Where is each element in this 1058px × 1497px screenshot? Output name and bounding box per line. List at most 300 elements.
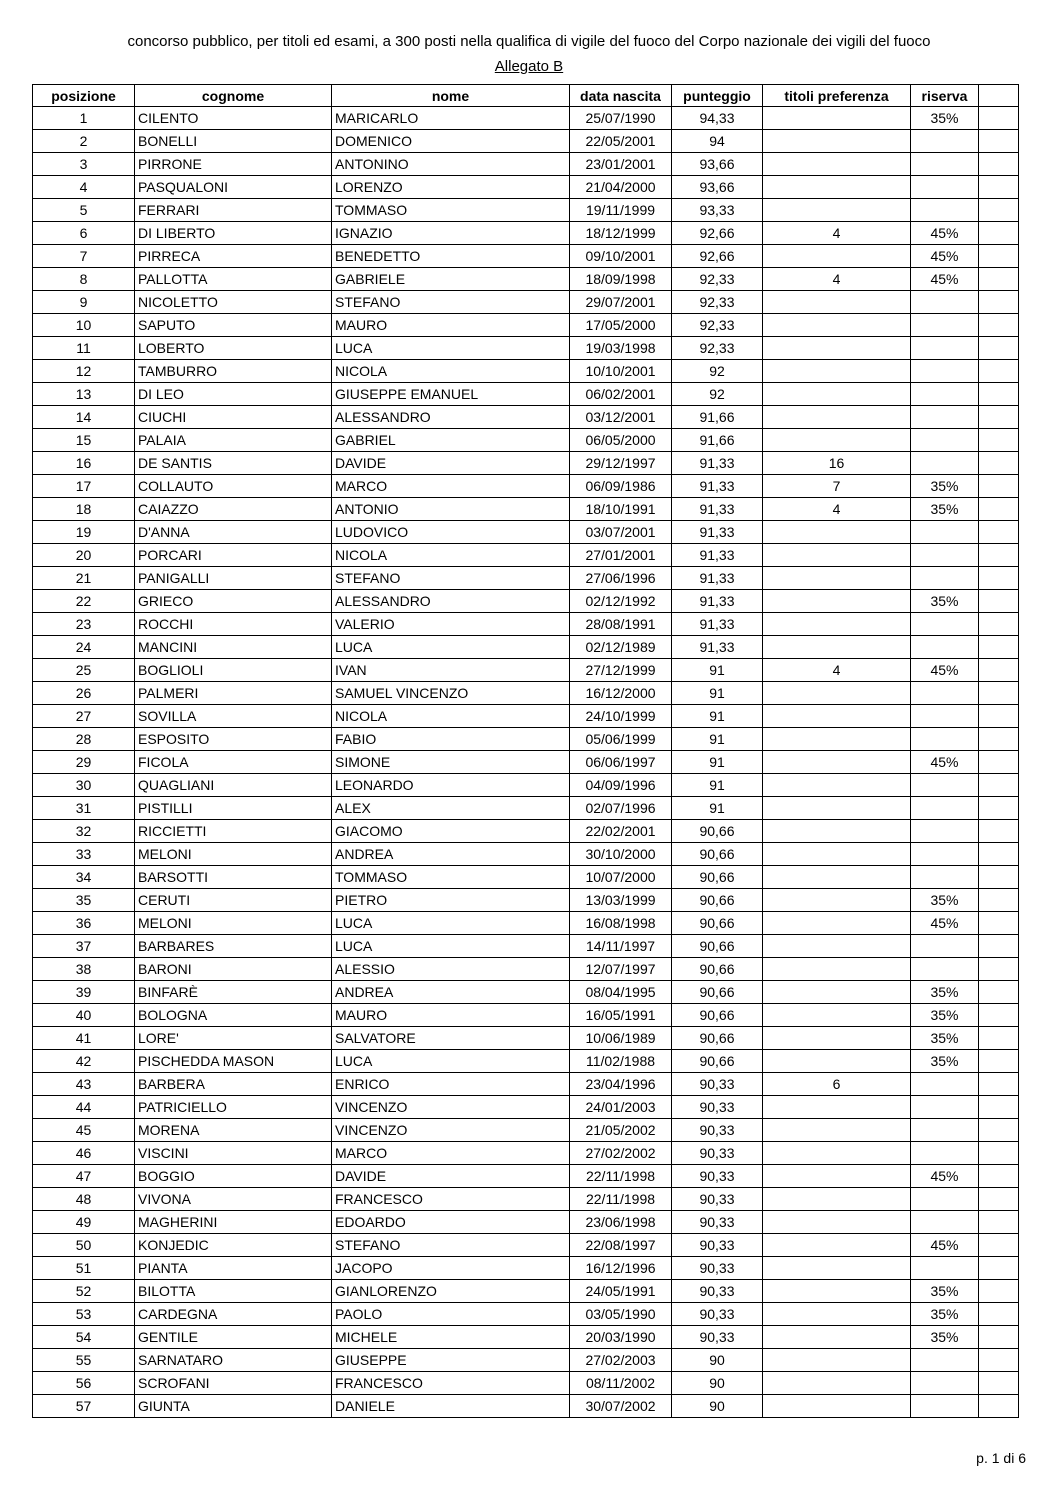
cell-extra bbox=[979, 107, 1019, 130]
cell-extra bbox=[979, 1050, 1019, 1073]
cell-riserva bbox=[911, 360, 979, 383]
cell-posizione: 6 bbox=[33, 222, 135, 245]
cell-punteggio: 90,33 bbox=[672, 1119, 763, 1142]
cell-titoli-preferenza bbox=[763, 567, 911, 590]
cell-titoli-preferenza bbox=[763, 705, 911, 728]
cell-extra bbox=[979, 544, 1019, 567]
table-row bbox=[33, 406, 1019, 429]
header-cognome: cognome bbox=[135, 85, 332, 107]
cell-nome: ALESSANDRO bbox=[332, 590, 570, 613]
cell-posizione: 53 bbox=[33, 1303, 135, 1326]
cell-cognome: BARONI bbox=[135, 958, 332, 981]
cell-nome: DAVIDE bbox=[332, 1165, 570, 1188]
cell-nome: ANTONIO bbox=[332, 498, 570, 521]
cell-titoli-preferenza bbox=[763, 314, 911, 337]
cell-extra bbox=[979, 1372, 1019, 1395]
table-row bbox=[33, 1372, 1019, 1395]
cell-punteggio: 90,66 bbox=[672, 889, 763, 912]
cell-titoli-preferenza bbox=[763, 958, 911, 981]
cell-posizione: 50 bbox=[33, 1234, 135, 1257]
cell-punteggio: 90,33 bbox=[672, 1188, 763, 1211]
cell-nome: SALVATORE bbox=[332, 1027, 570, 1050]
ranking-table bbox=[32, 84, 1019, 1418]
cell-cognome: RICCIETTI bbox=[135, 820, 332, 843]
cell-cognome: SCROFANI bbox=[135, 1372, 332, 1395]
cell-data-nascita: 27/01/2001 bbox=[570, 544, 672, 567]
cell-nome: DAVIDE bbox=[332, 452, 570, 475]
header-data-nascita: data nascita bbox=[570, 85, 672, 107]
cell-riserva bbox=[911, 797, 979, 820]
table-row bbox=[33, 981, 1019, 1004]
cell-extra bbox=[979, 843, 1019, 866]
cell-riserva bbox=[911, 843, 979, 866]
cell-extra bbox=[979, 590, 1019, 613]
cell-cognome: CARDEGNA bbox=[135, 1303, 332, 1326]
cell-cognome: PISCHEDDA MASON bbox=[135, 1050, 332, 1073]
cell-riserva: 35% bbox=[911, 1280, 979, 1303]
cell-cognome: MANCINI bbox=[135, 636, 332, 659]
cell-riserva: 45% bbox=[911, 751, 979, 774]
table-row bbox=[33, 1004, 1019, 1027]
header-posizione: posizione bbox=[33, 85, 135, 107]
cell-riserva bbox=[911, 820, 979, 843]
cell-data-nascita: 28/08/1991 bbox=[570, 613, 672, 636]
cell-punteggio: 90,66 bbox=[672, 935, 763, 958]
cell-nome: LORENZO bbox=[332, 176, 570, 199]
cell-extra bbox=[979, 751, 1019, 774]
cell-extra bbox=[979, 981, 1019, 1004]
table-row bbox=[33, 337, 1019, 360]
cell-nome: LUCA bbox=[332, 636, 570, 659]
cell-titoli-preferenza bbox=[763, 1280, 911, 1303]
cell-extra bbox=[979, 659, 1019, 682]
cell-data-nascita: 27/02/2003 bbox=[570, 1349, 672, 1372]
cell-cognome: PALAIA bbox=[135, 429, 332, 452]
cell-titoli-preferenza bbox=[763, 383, 911, 406]
cell-data-nascita: 19/03/1998 bbox=[570, 337, 672, 360]
cell-riserva bbox=[911, 958, 979, 981]
table-row bbox=[33, 521, 1019, 544]
cell-posizione: 26 bbox=[33, 682, 135, 705]
cell-punteggio: 91 bbox=[672, 774, 763, 797]
cell-cognome: BONELLI bbox=[135, 130, 332, 153]
cell-riserva bbox=[911, 1073, 979, 1096]
cell-titoli-preferenza bbox=[763, 981, 911, 1004]
cell-riserva bbox=[911, 199, 979, 222]
cell-cognome: PIRRONE bbox=[135, 153, 332, 176]
table-body bbox=[33, 107, 1019, 1418]
cell-data-nascita: 06/06/1997 bbox=[570, 751, 672, 774]
cell-cognome: PIANTA bbox=[135, 1257, 332, 1280]
cell-cognome: KONJEDIC bbox=[135, 1234, 332, 1257]
cell-riserva: 45% bbox=[911, 222, 979, 245]
cell-nome: GABRIELE bbox=[332, 268, 570, 291]
cell-cognome: BINFARÈ bbox=[135, 981, 332, 1004]
cell-riserva bbox=[911, 291, 979, 314]
table-row bbox=[33, 659, 1019, 682]
cell-nome: GIUSEPPE bbox=[332, 1349, 570, 1372]
cell-punteggio: 91,33 bbox=[672, 475, 763, 498]
cell-punteggio: 93,66 bbox=[672, 153, 763, 176]
cell-data-nascita: 06/02/2001 bbox=[570, 383, 672, 406]
cell-posizione: 52 bbox=[33, 1280, 135, 1303]
cell-nome: LEONARDO bbox=[332, 774, 570, 797]
cell-punteggio: 94 bbox=[672, 130, 763, 153]
cell-nome: GABRIEL bbox=[332, 429, 570, 452]
cell-riserva: 45% bbox=[911, 245, 979, 268]
cell-data-nascita: 20/03/1990 bbox=[570, 1326, 672, 1349]
cell-posizione: 51 bbox=[33, 1257, 135, 1280]
cell-extra bbox=[979, 521, 1019, 544]
cell-data-nascita: 17/05/2000 bbox=[570, 314, 672, 337]
cell-extra bbox=[979, 1211, 1019, 1234]
cell-riserva bbox=[911, 314, 979, 337]
cell-titoli-preferenza bbox=[763, 1326, 911, 1349]
cell-punteggio: 90,33 bbox=[672, 1211, 763, 1234]
cell-posizione: 30 bbox=[33, 774, 135, 797]
cell-titoli-preferenza bbox=[763, 797, 911, 820]
cell-posizione: 16 bbox=[33, 452, 135, 475]
cell-cognome: SOVILLA bbox=[135, 705, 332, 728]
table-row bbox=[33, 958, 1019, 981]
cell-punteggio: 92 bbox=[672, 360, 763, 383]
cell-titoli-preferenza: 6 bbox=[763, 1073, 911, 1096]
cell-extra bbox=[979, 682, 1019, 705]
cell-data-nascita: 18/10/1991 bbox=[570, 498, 672, 521]
cell-titoli-preferenza bbox=[763, 1004, 911, 1027]
cell-nome: ALEX bbox=[332, 797, 570, 820]
cell-extra bbox=[979, 130, 1019, 153]
cell-nome: MARCO bbox=[332, 475, 570, 498]
cell-nome: NICOLA bbox=[332, 360, 570, 383]
cell-nome: IVAN bbox=[332, 659, 570, 682]
cell-titoli-preferenza bbox=[763, 107, 911, 130]
cell-titoli-preferenza bbox=[763, 866, 911, 889]
cell-punteggio: 91 bbox=[672, 751, 763, 774]
cell-posizione: 10 bbox=[33, 314, 135, 337]
cell-nome: GIUSEPPE EMANUEL bbox=[332, 383, 570, 406]
table-row bbox=[33, 1142, 1019, 1165]
table-row bbox=[33, 1395, 1019, 1418]
cell-nome: VINCENZO bbox=[332, 1096, 570, 1119]
cell-posizione: 12 bbox=[33, 360, 135, 383]
cell-posizione: 55 bbox=[33, 1349, 135, 1372]
cell-titoli-preferenza bbox=[763, 636, 911, 659]
cell-cognome: VISCINI bbox=[135, 1142, 332, 1165]
table-row bbox=[33, 866, 1019, 889]
cell-data-nascita: 16/12/1996 bbox=[570, 1257, 672, 1280]
cell-posizione: 44 bbox=[33, 1096, 135, 1119]
cell-nome: ENRICO bbox=[332, 1073, 570, 1096]
cell-data-nascita: 22/08/1997 bbox=[570, 1234, 672, 1257]
table-row bbox=[33, 751, 1019, 774]
cell-riserva bbox=[911, 153, 979, 176]
cell-posizione: 33 bbox=[33, 843, 135, 866]
cell-riserva bbox=[911, 337, 979, 360]
cell-riserva bbox=[911, 705, 979, 728]
cell-cognome: SAPUTO bbox=[135, 314, 332, 337]
cell-extra bbox=[979, 1142, 1019, 1165]
table-row bbox=[33, 1326, 1019, 1349]
cell-riserva bbox=[911, 544, 979, 567]
cell-nome: ANDREA bbox=[332, 981, 570, 1004]
cell-punteggio: 91,66 bbox=[672, 429, 763, 452]
cell-extra bbox=[979, 314, 1019, 337]
cell-riserva bbox=[911, 176, 979, 199]
cell-extra bbox=[979, 1395, 1019, 1418]
cell-nome: LUCA bbox=[332, 1050, 570, 1073]
cell-cognome: ROCCHI bbox=[135, 613, 332, 636]
cell-data-nascita: 06/09/1986 bbox=[570, 475, 672, 498]
cell-extra bbox=[979, 429, 1019, 452]
cell-nome: ALESSANDRO bbox=[332, 406, 570, 429]
cell-punteggio: 90,66 bbox=[672, 866, 763, 889]
cell-riserva: 35% bbox=[911, 590, 979, 613]
cell-punteggio: 90,66 bbox=[672, 820, 763, 843]
table-row bbox=[33, 590, 1019, 613]
cell-nome: PAOLO bbox=[332, 1303, 570, 1326]
cell-data-nascita: 30/07/2002 bbox=[570, 1395, 672, 1418]
table-row bbox=[33, 1073, 1019, 1096]
cell-extra bbox=[979, 567, 1019, 590]
cell-punteggio: 91,33 bbox=[672, 498, 763, 521]
cell-cognome: PALMERI bbox=[135, 682, 332, 705]
cell-punteggio: 91,33 bbox=[672, 544, 763, 567]
cell-extra bbox=[979, 268, 1019, 291]
cell-data-nascita: 02/12/1992 bbox=[570, 590, 672, 613]
table-row bbox=[33, 176, 1019, 199]
cell-titoli-preferenza bbox=[763, 889, 911, 912]
cell-cognome: PASQUALONI bbox=[135, 176, 332, 199]
cell-extra bbox=[979, 797, 1019, 820]
cell-data-nascita: 23/06/1998 bbox=[570, 1211, 672, 1234]
table-row bbox=[33, 1303, 1019, 1326]
cell-nome: LUCA bbox=[332, 935, 570, 958]
cell-posizione: 42 bbox=[33, 1050, 135, 1073]
cell-data-nascita: 24/10/1999 bbox=[570, 705, 672, 728]
cell-riserva bbox=[911, 406, 979, 429]
cell-cognome: GRIECO bbox=[135, 590, 332, 613]
cell-posizione: 35 bbox=[33, 889, 135, 912]
cell-titoli-preferenza bbox=[763, 1165, 911, 1188]
cell-posizione: 19 bbox=[33, 521, 135, 544]
table-row bbox=[33, 498, 1019, 521]
table-row bbox=[33, 245, 1019, 268]
cell-titoli-preferenza bbox=[763, 1395, 911, 1418]
cell-titoli-preferenza bbox=[763, 843, 911, 866]
cell-nome: MARCO bbox=[332, 1142, 570, 1165]
cell-posizione: 49 bbox=[33, 1211, 135, 1234]
cell-data-nascita: 19/11/1999 bbox=[570, 199, 672, 222]
cell-posizione: 20 bbox=[33, 544, 135, 567]
cell-extra bbox=[979, 958, 1019, 981]
header-extra bbox=[979, 85, 1019, 107]
cell-extra bbox=[979, 222, 1019, 245]
cell-data-nascita: 06/05/2000 bbox=[570, 429, 672, 452]
cell-riserva bbox=[911, 682, 979, 705]
cell-titoli-preferenza bbox=[763, 1257, 911, 1280]
cell-extra bbox=[979, 774, 1019, 797]
cell-extra bbox=[979, 1188, 1019, 1211]
cell-posizione: 24 bbox=[33, 636, 135, 659]
header-titoli-preferenza: titoli preferenza bbox=[763, 85, 911, 107]
cell-nome: STEFANO bbox=[332, 291, 570, 314]
page-number: p. 1 di 6 bbox=[976, 1450, 1026, 1466]
cell-cognome: CILENTO bbox=[135, 107, 332, 130]
cell-data-nascita: 02/12/1989 bbox=[570, 636, 672, 659]
cell-extra bbox=[979, 912, 1019, 935]
cell-posizione: 48 bbox=[33, 1188, 135, 1211]
cell-titoli-preferenza bbox=[763, 291, 911, 314]
cell-titoli-preferenza bbox=[763, 1372, 911, 1395]
table-row bbox=[33, 544, 1019, 567]
cell-nome: NICOLA bbox=[332, 705, 570, 728]
cell-extra bbox=[979, 1280, 1019, 1303]
cell-titoli-preferenza: 4 bbox=[763, 268, 911, 291]
cell-cognome: BOGLIOLI bbox=[135, 659, 332, 682]
cell-posizione: 17 bbox=[33, 475, 135, 498]
cell-cognome: PIRRECA bbox=[135, 245, 332, 268]
cell-posizione: 15 bbox=[33, 429, 135, 452]
cell-posizione: 40 bbox=[33, 1004, 135, 1027]
cell-nome: VINCENZO bbox=[332, 1119, 570, 1142]
cell-posizione: 47 bbox=[33, 1165, 135, 1188]
cell-nome: STEFANO bbox=[332, 1234, 570, 1257]
cell-cognome: MELONI bbox=[135, 912, 332, 935]
cell-titoli-preferenza bbox=[763, 728, 911, 751]
cell-data-nascita: 18/12/1999 bbox=[570, 222, 672, 245]
cell-riserva bbox=[911, 774, 979, 797]
cell-riserva: 45% bbox=[911, 659, 979, 682]
cell-extra bbox=[979, 1119, 1019, 1142]
cell-data-nascita: 23/04/1996 bbox=[570, 1073, 672, 1096]
cell-punteggio: 91,33 bbox=[672, 567, 763, 590]
cell-riserva: 35% bbox=[911, 1004, 979, 1027]
cell-riserva: 35% bbox=[911, 889, 979, 912]
cell-punteggio: 92,33 bbox=[672, 314, 763, 337]
cell-data-nascita: 14/11/1997 bbox=[570, 935, 672, 958]
cell-nome: ALESSIO bbox=[332, 958, 570, 981]
cell-punteggio: 90 bbox=[672, 1372, 763, 1395]
cell-posizione: 56 bbox=[33, 1372, 135, 1395]
table-row bbox=[33, 107, 1019, 130]
table-row bbox=[33, 1027, 1019, 1050]
cell-extra bbox=[979, 1165, 1019, 1188]
cell-cognome: CERUTI bbox=[135, 889, 332, 912]
cell-data-nascita: 24/05/1991 bbox=[570, 1280, 672, 1303]
cell-riserva bbox=[911, 1096, 979, 1119]
cell-data-nascita: 12/07/1997 bbox=[570, 958, 672, 981]
cell-extra bbox=[979, 475, 1019, 498]
cell-riserva bbox=[911, 1395, 979, 1418]
cell-titoli-preferenza bbox=[763, 1211, 911, 1234]
cell-punteggio: 90,33 bbox=[672, 1142, 763, 1165]
cell-nome: SAMUEL VINCENZO bbox=[332, 682, 570, 705]
cell-riserva bbox=[911, 130, 979, 153]
cell-titoli-preferenza bbox=[763, 682, 911, 705]
cell-punteggio: 91,33 bbox=[672, 613, 763, 636]
cell-data-nascita: 22/05/2001 bbox=[570, 130, 672, 153]
cell-riserva bbox=[911, 613, 979, 636]
cell-posizione: 37 bbox=[33, 935, 135, 958]
cell-cognome: MORENA bbox=[135, 1119, 332, 1142]
cell-titoli-preferenza bbox=[763, 360, 911, 383]
cell-cognome: FICOLA bbox=[135, 751, 332, 774]
cell-titoli-preferenza bbox=[763, 751, 911, 774]
cell-punteggio: 90,33 bbox=[672, 1303, 763, 1326]
cell-posizione: 54 bbox=[33, 1326, 135, 1349]
cell-extra bbox=[979, 866, 1019, 889]
table-row bbox=[33, 1349, 1019, 1372]
cell-punteggio: 94,33 bbox=[672, 107, 763, 130]
cell-data-nascita: 22/11/1998 bbox=[570, 1188, 672, 1211]
cell-riserva bbox=[911, 383, 979, 406]
cell-cognome: CAIAZZO bbox=[135, 498, 332, 521]
cell-nome: FRANCESCO bbox=[332, 1372, 570, 1395]
table-row bbox=[33, 889, 1019, 912]
cell-riserva bbox=[911, 452, 979, 475]
cell-punteggio: 92,33 bbox=[672, 268, 763, 291]
table-row bbox=[33, 1165, 1019, 1188]
cell-nome: BENEDETTO bbox=[332, 245, 570, 268]
cell-punteggio: 91 bbox=[672, 705, 763, 728]
cell-punteggio: 93,33 bbox=[672, 199, 763, 222]
cell-posizione: 3 bbox=[33, 153, 135, 176]
cell-nome: NICOLA bbox=[332, 544, 570, 567]
cell-punteggio: 90,66 bbox=[672, 1050, 763, 1073]
cell-titoli-preferenza bbox=[763, 429, 911, 452]
cell-titoli-preferenza bbox=[763, 199, 911, 222]
cell-riserva: 45% bbox=[911, 268, 979, 291]
cell-nome: JACOPO bbox=[332, 1257, 570, 1280]
table-row bbox=[33, 222, 1019, 245]
cell-punteggio: 90,33 bbox=[672, 1234, 763, 1257]
cell-posizione: 8 bbox=[33, 268, 135, 291]
cell-cognome: BOLOGNA bbox=[135, 1004, 332, 1027]
cell-posizione: 46 bbox=[33, 1142, 135, 1165]
cell-cognome: BARSOTTI bbox=[135, 866, 332, 889]
cell-punteggio: 90,66 bbox=[672, 912, 763, 935]
cell-punteggio: 91 bbox=[672, 728, 763, 751]
cell-cognome: PISTILLI bbox=[135, 797, 332, 820]
cell-posizione: 18 bbox=[33, 498, 135, 521]
table-row bbox=[33, 1211, 1019, 1234]
cell-cognome: MAGHERINI bbox=[135, 1211, 332, 1234]
cell-data-nascita: 03/07/2001 bbox=[570, 521, 672, 544]
cell-titoli-preferenza bbox=[763, 1096, 911, 1119]
cell-data-nascita: 02/07/1996 bbox=[570, 797, 672, 820]
cell-punteggio: 92,66 bbox=[672, 222, 763, 245]
header-riserva: riserva bbox=[911, 85, 979, 107]
cell-posizione: 11 bbox=[33, 337, 135, 360]
table-row bbox=[33, 314, 1019, 337]
cell-extra bbox=[979, 1073, 1019, 1096]
cell-nome: MAURO bbox=[332, 1004, 570, 1027]
cell-extra bbox=[979, 1004, 1019, 1027]
cell-posizione: 14 bbox=[33, 406, 135, 429]
table-row bbox=[33, 1257, 1019, 1280]
cell-titoli-preferenza: 4 bbox=[763, 659, 911, 682]
cell-punteggio: 91,66 bbox=[672, 406, 763, 429]
table-header-row bbox=[33, 85, 1019, 107]
cell-data-nascita: 09/10/2001 bbox=[570, 245, 672, 268]
cell-punteggio: 92,66 bbox=[672, 245, 763, 268]
cell-cognome: PATRICIELLO bbox=[135, 1096, 332, 1119]
cell-extra bbox=[979, 613, 1019, 636]
cell-extra bbox=[979, 705, 1019, 728]
cell-posizione: 28 bbox=[33, 728, 135, 751]
cell-data-nascita: 27/02/2002 bbox=[570, 1142, 672, 1165]
